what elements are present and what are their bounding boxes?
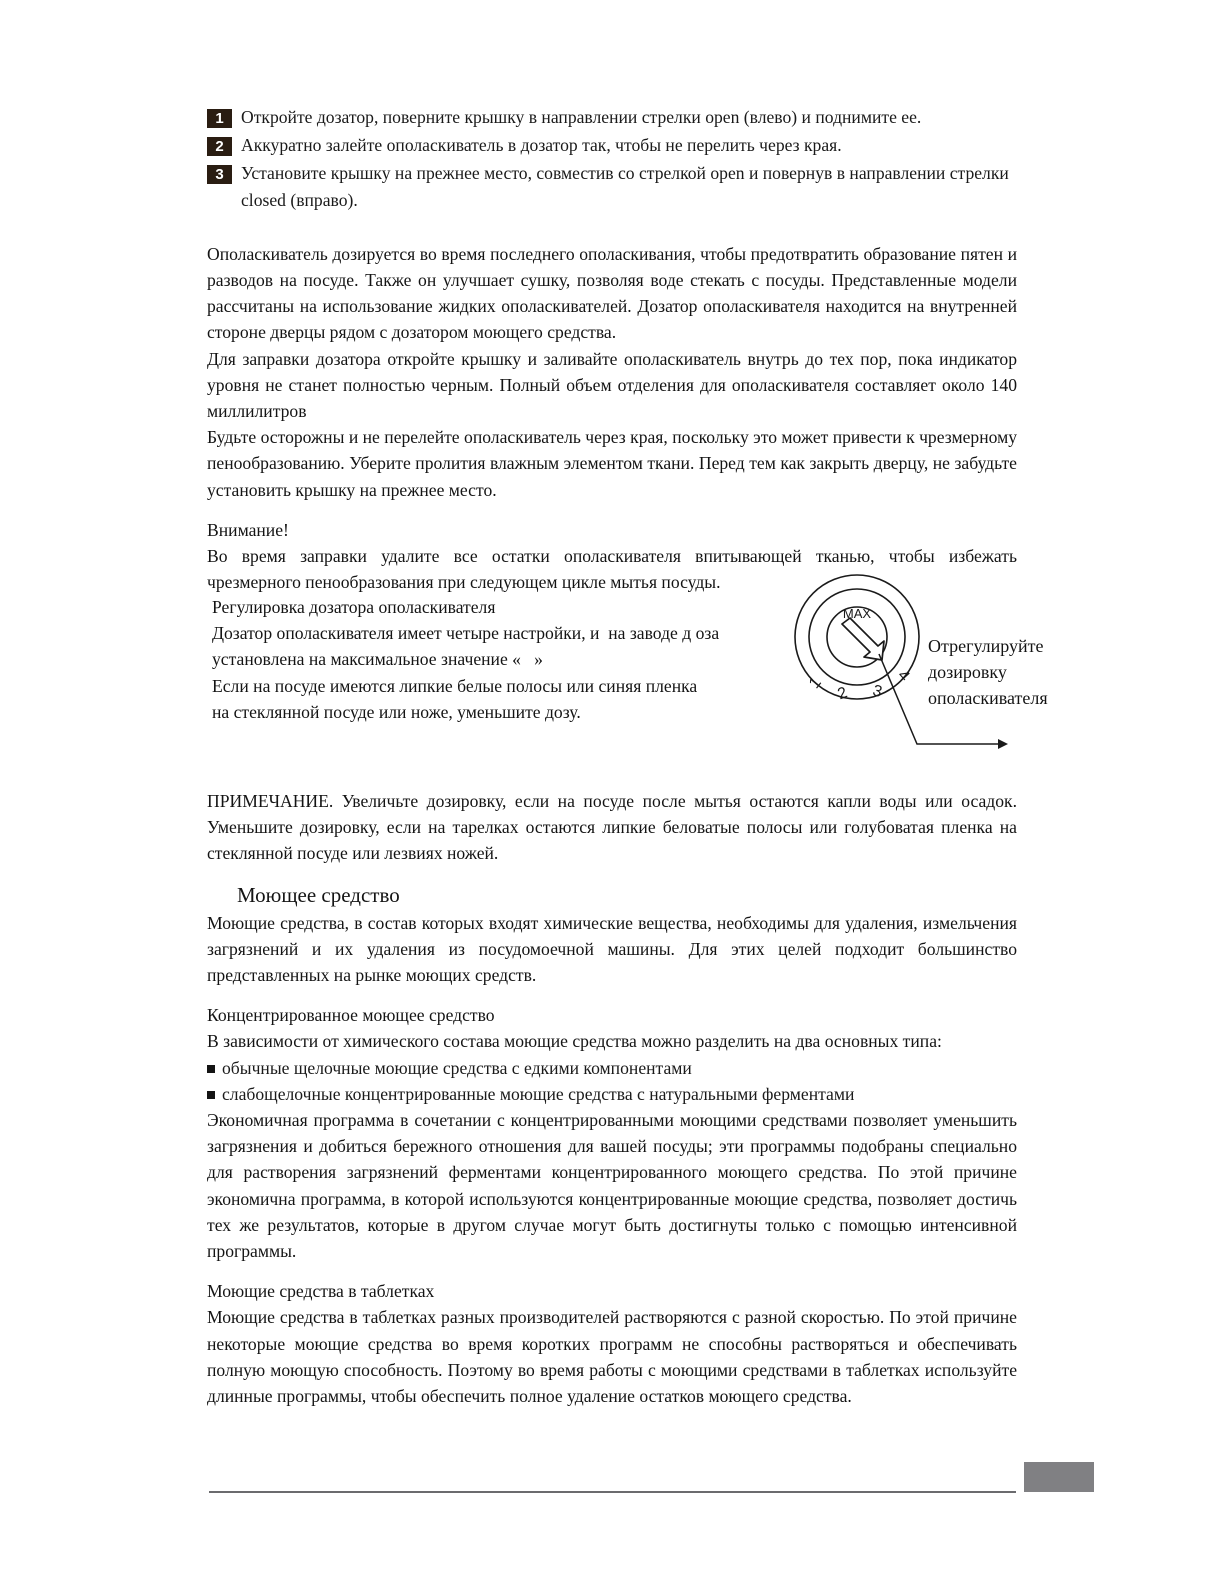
step-text: Аккуратно залейте ополаскиватель в дозатор так, чтобы не перелить через края. — [241, 135, 842, 156]
spacer — [207, 1264, 1017, 1278]
dial-diagram-svg — [760, 556, 1070, 776]
footer-divider — [209, 1491, 1016, 1493]
page-content — [207, 104, 1017, 595]
dial-max-label: MAX — [842, 606, 872, 621]
step-number-badge: 3 — [207, 165, 232, 184]
callout-line-1: Отрегулируйте — [928, 636, 1044, 656]
callout-line-3: ополаскивателя — [928, 688, 1048, 708]
list-item — [207, 1081, 1017, 1107]
rinse-aid-adjustment-block — [207, 586, 1067, 776]
dial-heading: Регулировка дозатора ополаскивателя — [212, 597, 496, 617]
spacer — [207, 503, 1017, 517]
footer-gray-box — [1024, 1462, 1094, 1492]
bullet-text: слабощелочные концентрированные моющие средства с натуральными ферментами — [222, 1083, 855, 1104]
square-bullet-icon — [207, 1091, 215, 1099]
dial-tick-3: 3 — [870, 682, 884, 702]
step-text: Установите крышку на прежнее место, совместив со стрелкой open и повернув в направлении стрелки closed (вправо). — [241, 163, 1009, 210]
numbered-steps-list — [207, 104, 1017, 213]
step-text: Откройте дозатор, поверните крышку в направлении стрелки open (влево) и поднимите ее. — [241, 107, 922, 127]
dial-description — [212, 594, 752, 725]
callout-line-2: дозировку — [928, 662, 1007, 682]
dial-tick-1: 1 — [806, 674, 825, 692]
step-number-badge: 1 — [207, 109, 232, 128]
dial-line-2: установлена на максимальное значение « » — [212, 649, 543, 670]
detergent-paragraph: Моющие средства, в состав которых входят химические вещества, необходимы для удаления, измельчения загрязнений и их удаления из посудомоечной машины. Для этих целей подходит большинство представленных на рынке моющих средств. — [207, 912, 1017, 986]
dial-tick-2: 2 — [835, 684, 850, 704]
list-item — [207, 132, 1017, 158]
list-item — [207, 104, 1017, 130]
list-item — [207, 1055, 1017, 1081]
step-number-badge: 2 — [207, 137, 232, 156]
tablets-paragraph: Моющие средства в таблетках разных производителей растворяются с разной скоростью. По этой причине некоторые моющие средства во время коротких программ не способны растворяться и обеспечивать полную моющую способность. Поэтому во время работы с моющими средствами в таблетках используйте длинные программы, чтобы обеспечить полное удаление остатков моющего средства. — [207, 1307, 1017, 1407]
tablets-heading: Моющие средства в таблетках — [207, 1281, 435, 1302]
paragraph-rinse-aid-intro: Ополаскиватель дозируется во время последнего ополаскивания, чтобы предотвратить образование пятен и разводов на посуде. Также он улучшает сушку, позволяя воде стекать с посуды. Представленные модели рассчитаны на использование жидких ополаскивателей. Дозатор ополаскивателя находится на внутренней стороне дверцы рядом с дозатором моющего средства. — [207, 243, 1017, 343]
paragraph-overflow-warning: Будьте осторожны и не перелейте ополаскиватель через края, поскольку это может привести к чрезмерному пенообразованию. Уберите пролития влажным элементом ткани. Перед тем как закрыть дверцу, не забудьте установить крышку на прежнее место. — [207, 427, 1017, 500]
note-paragraph: ПРИМЕЧАНИЕ. Увеличьте дозировку, если на посуде после мытья остаются капли воды или осадок. Уменьшите дозировку, если на тарелках остаются липкие беловатые полосы или голубоватая пленка на стеклянной посуде или лезвиях ножей. — [207, 791, 1017, 864]
square-bullet-icon — [207, 1065, 215, 1073]
attention-text: Во время заправки удалите все остатки ополаскивателя впитывающей тканью, чтобы избежать чрезмерного пенообразования при следующем цикле мытья посуды. — [207, 546, 1017, 593]
page-content-lower — [207, 788, 1017, 1409]
callout-arrowhead-icon — [998, 739, 1008, 749]
bullet-text: обычные щелочные моющие средства с едкими компонентами — [222, 1057, 692, 1078]
concentrated-intro: В зависимости от химического состава моющие средства можно разделить на два основных типа: — [207, 1031, 942, 1052]
dial-line-1: Дозатор ополаскивателя имеет четыре настройки, и на заводе д оза — [212, 623, 720, 644]
paragraph-filling-instructions: Для заправки дозатора откройте крышку и заливайте ополаскиватель внутрь до тех пор, пока индикатор уровня не станет полностью черным. Полный объем отделения для ополаскивателя составляет около 140 миллилитров — [207, 348, 1017, 422]
dial-tick-4: 4 — [894, 666, 913, 685]
spacer — [207, 867, 1017, 881]
attention-heading: Внимание! — [207, 519, 289, 540]
dial-pointer-arrow — [842, 618, 884, 660]
list-item — [207, 160, 1017, 212]
dial-line-4: на стеклянной посуде или ноже, уменьшите дозу. — [212, 701, 581, 722]
rinse-aid-dial-figure — [760, 556, 1070, 776]
concentrated-paragraph: Экономичная программа в сочетании с концентрированными моющими средствами позволяет уменьшить загрязнения и добиться бережного отношения для вашей посуды; эти программы подобраны специально для растворения загрязнений ферментами концентрированного моющего средства. По этой причине экономична программа, в которой используются концентрированные моющие средства, позволяет достичь тех же результатов, которые в другом случае могут быть достигнуты только с помощью интенсивной программы. — [207, 1110, 1017, 1262]
concentrated-heading: Концентрированное моющее средство — [207, 1005, 495, 1026]
dial-line-3: Если на посуде имеются липкие белые полосы или синяя пленка — [212, 675, 698, 696]
detergent-heading: Моющее средство — [237, 882, 400, 907]
spacer — [207, 215, 1017, 241]
spacer — [207, 988, 1017, 1002]
